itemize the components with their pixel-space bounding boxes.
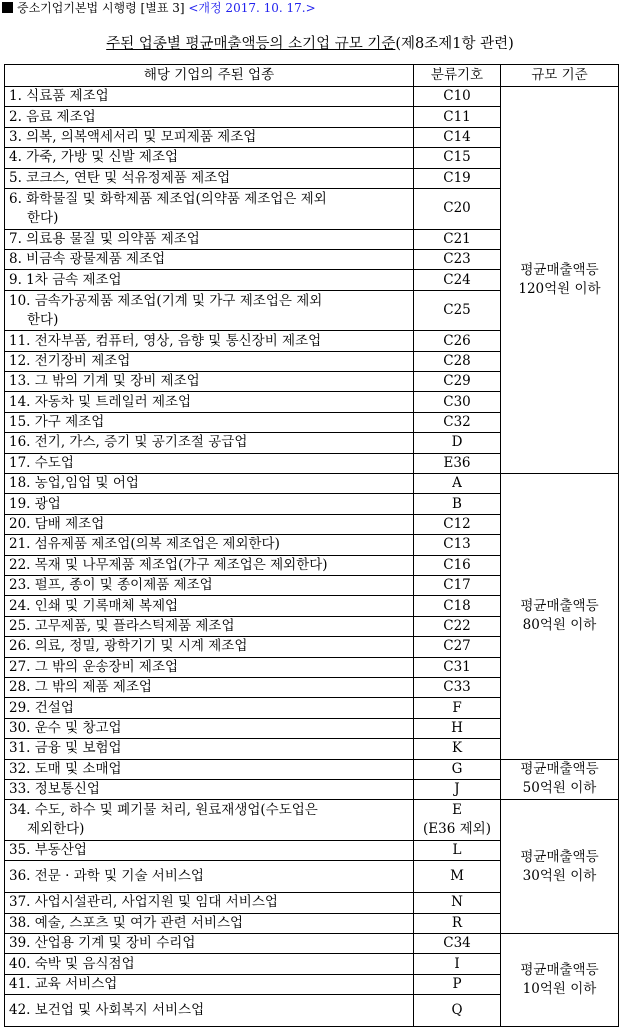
code-cell [414,840,501,860]
code-cell [414,934,501,954]
code-cell [414,576,501,596]
industry-name: 31. 금융 및 보험업 [9,740,122,757]
industry-cell [5,270,414,290]
code-cell [414,535,501,555]
code-cell [414,698,501,718]
table-row [5,87,619,107]
code-cell [414,494,501,514]
code-cell [414,637,501,657]
industry-name: 18. 농업,임업 및 어업 [9,475,139,492]
code-cell [414,596,501,616]
industry-name: 3. 의복, 의복액세서리 및 모피제품 제조업 [9,128,257,145]
classification-code: C23 [443,251,471,268]
classification-code: C24 [443,271,471,288]
criteria-line2: 80억원 이하 [522,617,597,634]
industry-name: 1. 식료품 제조업 [9,88,109,105]
classification-code: C12 [443,516,471,533]
classification-code: C10 [443,88,471,105]
bullet-square-icon [2,2,13,13]
classification-code: G [451,760,463,777]
industry-cell [5,637,414,657]
classification-code: C29 [443,373,471,390]
industry-cell [5,148,414,168]
classification-code: C17 [443,577,471,594]
industry-cell [5,718,414,738]
classification-code: C25 [443,302,471,319]
industry-name: 40. 숙박 및 음식점업 [9,955,135,972]
criteria-line1: 평균매출액등 [520,848,599,865]
table-row [5,934,619,954]
page-title [0,34,620,54]
classification-code: C26 [443,332,471,349]
criteria-line1: 평균매출액등 [520,598,599,615]
column-header-industry: 해당 기업의 주된 업종 [5,65,414,87]
industry-cell [5,351,414,371]
industry-name: 5. 코크스, 연탄 및 석유정제품 제조업 [9,169,231,186]
industry-cell [5,535,414,555]
classification-code: C13 [443,536,471,553]
document-header [2,0,316,16]
industry-cell [5,87,414,107]
industry-name: 16. 전기, 가스, 증기 및 공기조절 공급업 [9,434,248,451]
classification-code: D [451,434,463,451]
column-header-code: 분류기호 [414,65,501,87]
classification-code: C16 [443,556,471,573]
size-criteria-table [4,64,619,1027]
code-cell [414,779,501,799]
size-criteria-cell [501,800,619,934]
industry-name-cont: 한다) [27,209,59,226]
code-cell [414,514,501,534]
industry-name: 17. 수도업 [9,454,74,471]
code-cell [414,974,501,994]
industry-name: 14. 자동차 및 트레일러 제조업 [9,393,192,410]
industry-cell [5,974,414,994]
code-cell [414,351,501,371]
code-cell [414,954,501,974]
industry-cell [5,739,414,759]
classification-code: C19 [443,169,471,186]
industry-cell [5,412,414,432]
classification-code: H [451,719,463,736]
industry-cell [5,331,414,351]
industry-name-cont: 한다) [27,311,59,328]
code-cell [414,168,501,188]
industry-name: 34. 수도, 하수 및 폐기물 처리, 원료재생업(수도업은 [9,802,318,819]
code-cell [414,913,501,933]
classification-code: C20 [443,200,471,217]
industry-name: 2. 음료 제조업 [9,108,96,125]
industry-name: 42. 보건업 및 사회복지 서비스업 [9,1002,205,1019]
classification-code: C18 [443,597,471,614]
code-cell [414,188,501,229]
industry-cell [5,840,414,860]
industry-name: 37. 사업시설관리, 사업지원 및 임대 서비스업 [9,894,278,911]
industry-cell [5,168,414,188]
classification-code: B [452,495,462,512]
code-cell [414,739,501,759]
industry-cell [5,433,414,453]
industry-name: 10. 금속가공제품 제조업(기계 및 가구 제조업은 제외 [9,292,323,309]
size-criteria-cell [501,759,619,800]
size-criteria-cell [501,934,619,1027]
code-cell [414,453,501,473]
industry-cell [5,555,414,575]
classification-code: F [452,699,462,716]
industry-name: 8. 비금속 광물제품 제조업 [9,251,166,268]
code-cell [414,412,501,432]
table-row [5,474,619,494]
code-cell [414,270,501,290]
column-header-criteria: 규모 기준 [501,65,619,87]
classification-code: L [452,842,462,859]
industry-cell [5,954,414,974]
criteria-line2: 10억원 이하 [522,981,597,998]
industry-name: 27. 그 밖의 운송장비 제조업 [9,658,179,675]
law-reference: 중소기업기본법 시행령 [별표 3] [17,1,185,15]
classification-code: Q [451,1002,463,1019]
size-criteria-cell [501,474,619,759]
industry-name: 38. 예술, 스포츠 및 여가 관련 서비스업 [9,914,244,931]
criteria-line1: 평균매출액등 [520,962,599,979]
industry-name: 9. 1차 금속 제조업 [9,271,122,288]
classification-code: I [454,955,460,972]
classification-code: E36 [443,454,471,471]
industry-name: 36. 전문 · 과학 및 기술 서비스업 [9,868,204,885]
industry-cell [5,392,414,412]
classification-code: C22 [443,617,471,634]
industry-name: 6. 화학물질 및 화학제품 제조업(의약품 제조업은 제외 [9,190,327,207]
industry-cell [5,249,414,269]
industry-name: 33. 정보통신업 [9,781,100,798]
industry-cell [5,372,414,392]
industry-cell [5,596,414,616]
code-cell [414,800,501,841]
amendment-date: <개정 2017. 10. 17.> [188,1,316,15]
criteria-line2: 120억원 이하 [518,281,601,298]
classification-code: R [451,914,463,931]
classification-code: P [452,976,462,993]
classification-code: C21 [443,230,471,247]
industry-cell [5,229,414,249]
industry-name: 39. 산업용 기계 및 장비 수리업 [9,935,196,952]
classification-code: C33 [443,679,471,696]
industry-name: 25. 고무제품, 및 플라스틱제품 제조업 [9,617,235,634]
industry-cell [5,616,414,636]
industry-cell [5,290,414,331]
industry-name: 13. 그 밖의 기계 및 장비 제조업 [9,373,200,390]
industry-cell [5,995,414,1027]
industry-cell [5,474,414,494]
industry-name: 23. 펄프, 종이 및 종이제품 제조업 [9,577,213,594]
industry-name: 24. 인쇄 및 기록매체 복제업 [9,597,179,614]
criteria-line2: 50억원 이하 [522,780,597,797]
industry-name: 35. 부동산업 [9,842,87,859]
code-cell [414,474,501,494]
classification-code: E [452,802,462,819]
industry-name: 15. 가구 제조업 [9,414,105,431]
industry-cell [5,514,414,534]
industry-name: 22. 목재 및 나무제품 제조업(가구 제조업은 제외한다) [9,556,328,573]
industry-name: 19. 광업 [9,495,61,512]
industry-cell [5,934,414,954]
industry-name: 29. 건설업 [9,699,74,716]
industry-cell [5,677,414,697]
industry-name: 7. 의료용 물질 및 의약품 제조업 [9,230,200,247]
classification-code: A [452,475,462,492]
code-cell [414,677,501,697]
criteria-line1: 평균매출액등 [520,761,599,778]
industry-cell [5,657,414,677]
code-cell [414,249,501,269]
industry-cell [5,698,414,718]
classification-code-note: (E36 제외) [423,821,491,838]
industry-cell [5,453,414,473]
classification-code: N [451,894,463,911]
classification-code: C31 [443,658,471,675]
code-cell [414,555,501,575]
code-cell [414,372,501,392]
classification-code: J [454,781,460,798]
industry-name: 30. 운수 및 창고업 [9,719,122,736]
industry-cell [5,759,414,779]
code-cell [414,392,501,412]
classification-code: C15 [443,149,471,166]
title-reference: (제8조제1항 관련) [395,36,514,52]
classification-code: C27 [443,638,471,655]
table-row [5,759,619,779]
industry-cell [5,779,414,799]
code-cell [414,995,501,1027]
classification-code: C34 [443,935,471,952]
code-cell [414,290,501,331]
code-cell [414,657,501,677]
table-row [5,800,619,841]
industry-cell [5,893,414,913]
industry-name: 11. 전자부품, 컴퓨터, 영상, 음향 및 통신장비 제조업 [9,332,322,349]
code-cell [414,759,501,779]
industry-cell [5,861,414,893]
industry-cell [5,107,414,127]
industry-name: 12. 전기장비 제조업 [9,352,131,369]
title-main: 주된 업종별 평균매출액등의 소기업 규모 기준 [106,36,396,52]
code-cell [414,331,501,351]
code-cell [414,148,501,168]
criteria-line2: 30억원 이하 [522,867,597,884]
industry-name: 28. 그 밖의 제품 제조업 [9,679,152,696]
code-cell [414,127,501,147]
code-cell [414,616,501,636]
industry-name: 21. 섬유제품 제조업(의복 제조업은 제외한다) [9,536,280,553]
classification-code: C14 [443,128,471,145]
industry-name: 32. 도매 및 소매업 [9,760,122,777]
classification-code: K [451,740,463,757]
industry-cell [5,494,414,514]
industry-cell [5,800,414,841]
industry-name: 26. 의료, 정밀, 광학기기 및 시계 제조업 [9,638,248,655]
industry-name: 41. 교육 서비스업 [9,976,118,993]
code-cell [414,87,501,107]
code-cell [414,893,501,913]
industry-cell [5,913,414,933]
classification-code: C30 [443,393,471,410]
code-cell [414,861,501,893]
size-criteria-cell [501,87,619,474]
code-cell [414,433,501,453]
industry-cell [5,188,414,229]
industry-name-cont: 제외한다) [27,821,85,838]
classification-code: C32 [443,414,471,431]
industry-cell [5,576,414,596]
code-cell [414,107,501,127]
classification-code: C28 [443,352,471,369]
criteria-line1: 평균매출액등 [520,262,599,279]
classification-code: C11 [443,108,471,125]
industry-cell [5,127,414,147]
industry-name: 4. 가죽, 가방 및 신발 제조업 [9,149,179,166]
code-cell [414,229,501,249]
classification-code: M [450,868,464,885]
industry-name: 20. 담배 제조업 [9,516,105,533]
code-cell [414,718,501,738]
